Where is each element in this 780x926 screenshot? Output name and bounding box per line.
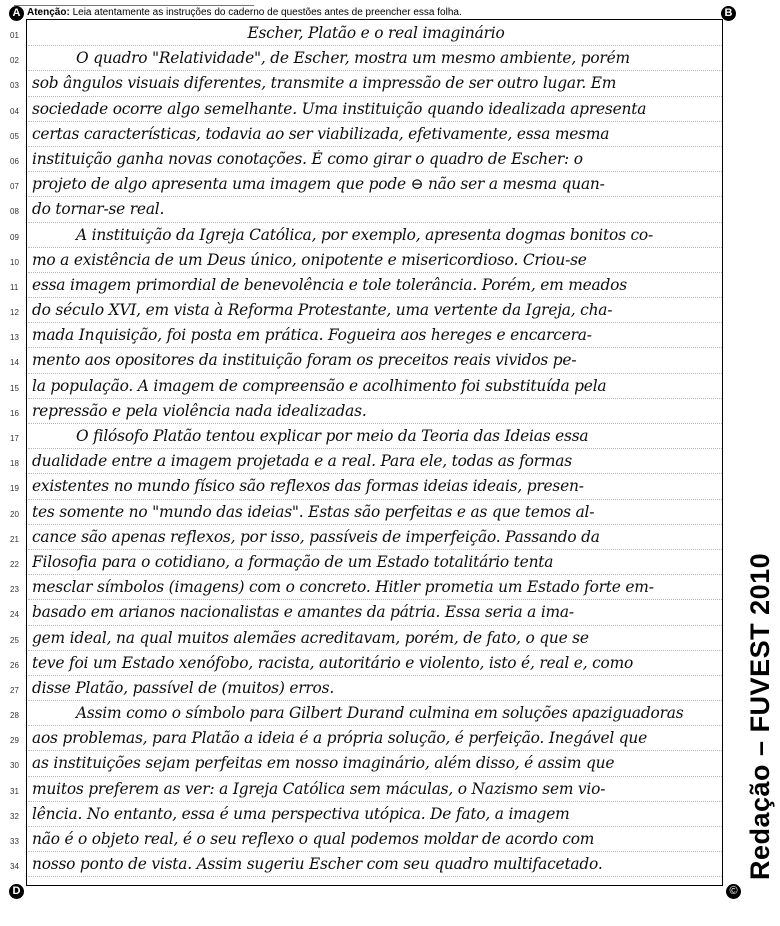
- essay-line: [0, 123, 780, 148]
- handwritten-text: tes somente no "mundo das ideias". Estas são perfeitas e as que temos al-: [32, 502, 595, 521]
- handwritten-text: mento aos opositores da instituição foram os preceitos reais vividos pe-: [32, 351, 577, 370]
- essay-line: [0, 148, 780, 173]
- line-number: 32: [10, 811, 19, 821]
- line-number: 11: [10, 282, 19, 292]
- essay-lines: [0, 22, 780, 878]
- handwritten-text: as instituições sejam perfeitas em nosso imaginário, além disso, é assim que: [32, 754, 615, 773]
- ruled-line: [28, 423, 722, 424]
- essay-line: [0, 501, 780, 526]
- line-number: 18: [10, 459, 19, 469]
- essay-line: [0, 752, 780, 777]
- essay-line: [0, 299, 780, 324]
- ruled-line: [28, 398, 722, 399]
- line-number: 01: [10, 31, 19, 40]
- ruled-line: [28, 272, 722, 273]
- ruled-line: [28, 776, 722, 777]
- essay-line: [0, 47, 780, 72]
- line-number: 21: [10, 534, 19, 544]
- ruled-line: [28, 625, 722, 626]
- essay-line: [0, 274, 780, 299]
- essay-line: [0, 551, 780, 576]
- essay-line: [0, 828, 780, 853]
- handwritten-text: lência. No entanto, essa é uma perspectiva utópica. De fato, a imagem: [32, 804, 570, 823]
- handwritten-text: O filósofo Platão tentou explicar por meio da Teoria das Ideias essa: [76, 427, 589, 445]
- line-number: 08: [10, 207, 19, 217]
- handwritten-text: essa imagem primordial de benevolência e tole tolerância. Porém, em meados: [32, 275, 627, 294]
- line-number: 22: [10, 559, 19, 569]
- line-number: 26: [10, 660, 19, 670]
- ruled-line: [28, 473, 722, 474]
- line-number: 09: [10, 232, 19, 242]
- handwritten-text: O quadro "Relatividade", de Escher, mostra um mesmo ambiente, porém: [76, 49, 630, 68]
- ruled-line: [28, 171, 722, 172]
- line-number: 14: [10, 358, 19, 368]
- handwritten-text: existentes no mundo físico são reflexos das formas ideias ideais, presen-: [32, 477, 584, 496]
- ruled-line: [28, 347, 722, 348]
- essay-line: [0, 98, 780, 123]
- line-number: 17: [10, 434, 19, 443]
- line-number: 06: [10, 156, 19, 166]
- ruled-line: [28, 322, 722, 323]
- line-number: 33: [10, 837, 19, 846]
- essay-line: [0, 72, 780, 97]
- line-number: 05: [10, 131, 19, 141]
- ruled-line: [28, 549, 722, 550]
- handwritten-text: mesclar símbolos (imagens) com o concreto. Hitler prometia um Estado forte em-: [32, 578, 654, 597]
- line-number: 13: [10, 333, 19, 343]
- handwritten-text: aos problemas, para Platão a ideia é a própria solução, é perfeição. Inegável que: [32, 729, 648, 748]
- essay-line: [0, 677, 780, 702]
- corner-marker-b: B: [721, 6, 736, 21]
- handwritten-text: não é o objeto real, é o seu reflexo o qual podemos moldar de acordo com: [32, 830, 595, 848]
- ruled-line: [28, 650, 722, 651]
- handwritten-text: repressão e pela violência nada idealizadas.: [32, 401, 367, 420]
- ruled-line: [28, 574, 722, 575]
- line-number: 28: [10, 711, 19, 721]
- handwritten-text: cance são apenas reflexos, por isso, passíveis de imperfeição. Passando da: [32, 527, 600, 546]
- essay-line: [0, 778, 780, 803]
- ruled-line: [28, 599, 722, 600]
- ruled-line: [28, 45, 722, 46]
- line-number: 27: [10, 685, 19, 695]
- essay-line: [0, 324, 780, 349]
- ruled-line: [28, 448, 722, 449]
- essay-line: [0, 450, 780, 475]
- handwritten-text: basado em arianos nacionalistas e amantes da pátria. Essa seria a ima-: [32, 603, 574, 622]
- line-number: 02: [10, 56, 19, 66]
- essay-line: [0, 727, 780, 752]
- essay-line: [0, 400, 780, 425]
- line-number: 16: [10, 408, 19, 418]
- handwritten-text: Filosofia para o cotidiano, a formação de um Estado totalitário tenta: [32, 552, 554, 571]
- handwritten-text: sob ângulos visuais diferentes, transmite a impressão de ser outro lugar. Em: [32, 74, 617, 93]
- line-number: 03: [10, 81, 19, 91]
- handwritten-text: gem ideal, na qual muitos alemães acreditavam, porém, de fato, o que se: [32, 628, 589, 647]
- form-header-strip: [14, 0, 254, 6]
- copyright-icon: ©: [726, 884, 741, 899]
- handwritten-text: instituição ganha novas conotações. É como girar o quadro de Escher: o: [32, 149, 583, 168]
- handwritten-text: mada Inquisição, foi posta em prática. Fogueira aos hereges e encarcera-: [32, 326, 592, 345]
- handwritten-text: muitos preferem as ver: a Igreja Católica sem máculas, o Nazismo sem vio-: [32, 779, 606, 798]
- handwritten-text: disse Platão, passível de (muitos) erros.: [32, 678, 335, 697]
- essay-line: [0, 601, 780, 626]
- handwritten-text: dualidade entre a imagem projetada e a real. Para ele, todas as formas: [32, 452, 572, 471]
- line-number: 25: [10, 635, 19, 645]
- essay-title: Escher, Platão e o real imaginário: [247, 24, 505, 42]
- line-number: 31: [10, 786, 19, 796]
- instruction-warning: [27, 7, 462, 18]
- corner-marker-d: D: [9, 884, 24, 899]
- essay-line: [0, 173, 780, 198]
- ruled-line: [28, 373, 722, 374]
- handwritten-text: teve foi um Estado xenófobo, racista, autoritário e violento, isto é, real e, como: [32, 653, 634, 672]
- ruled-line: [28, 750, 722, 751]
- ruled-line: [28, 96, 722, 97]
- essay-line: [0, 425, 780, 450]
- handwritten-text: mo a existência de um Deus único, onipotente e misericordioso. Criou-se: [32, 250, 587, 269]
- handwritten-text: A instituição da Igreja Católica, por exemplo, apresenta dogmas bonitos co-: [76, 225, 653, 244]
- line-number: 19: [10, 484, 19, 494]
- handwritten-text: do século XVI, em vista à Reforma Protestante, uma vertente da Igreja, cha-: [32, 301, 613, 320]
- line-number: 04: [10, 106, 19, 116]
- ruled-line: [28, 725, 722, 726]
- handwritten-text: Assim como o símbolo para Gilbert Durand culmina em soluções apaziguadoras: [76, 704, 684, 723]
- ruled-line: [28, 247, 722, 248]
- handwritten-text: sociedade ocorre algo semelhante. Uma instituição quando idealizada apresenta: [32, 99, 647, 118]
- essay-line: [0, 526, 780, 551]
- handwritten-text: do tornar-se real.: [32, 200, 165, 219]
- essay-line: [0, 224, 780, 249]
- ruled-line: [28, 851, 722, 852]
- line-number: 29: [10, 736, 19, 746]
- essay-line: [0, 198, 780, 223]
- essay-line: [0, 576, 780, 601]
- ruled-line: [28, 222, 722, 223]
- warning-text: Leia atentamente as instruções do caderno de questões antes de preencher essa folha.: [72, 7, 462, 18]
- line-number: 24: [10, 610, 19, 620]
- essay-line: [0, 475, 780, 500]
- line-number: 12: [10, 308, 19, 318]
- essay-line: [0, 249, 780, 274]
- essay-line: [0, 853, 780, 878]
- ruled-line: [28, 121, 722, 122]
- ruled-line: [28, 675, 722, 676]
- ruled-line: [28, 524, 722, 525]
- line-number: 23: [10, 585, 19, 595]
- handwritten-text: la população. A imagem de compreensão e acolhimento foi substituída pela: [32, 376, 607, 395]
- exam-side-label: Redação – FUVEST 2010: [745, 552, 775, 880]
- handwritten-text: certas características, todavia ao ser viabilizada, efetivamente, essa mesma: [32, 124, 610, 143]
- corner-marker-a: A: [9, 6, 24, 21]
- essay-line: [0, 349, 780, 374]
- line-number: 34: [10, 862, 19, 872]
- handwritten-text: projeto de algo apresenta uma imagem que pode ⊖ não ser a mesma quan-: [32, 175, 605, 194]
- essay-line: [0, 803, 780, 828]
- ruled-line: [28, 499, 722, 500]
- line-number: 07: [10, 182, 19, 192]
- warning-label: Atenção:: [27, 7, 70, 18]
- essay-line: [0, 627, 780, 652]
- ruled-line: [28, 700, 722, 701]
- line-number: 20: [10, 509, 19, 519]
- ruled-line: [28, 801, 722, 802]
- ruled-line: [28, 826, 722, 827]
- handwritten-text: nosso ponto de vista. Assim sugeriu Escher com seu quadro multifacetado.: [32, 855, 603, 874]
- ruled-line: [28, 297, 722, 298]
- essay-line: [0, 375, 780, 400]
- ruled-line: [28, 70, 722, 71]
- ruled-line: [28, 196, 722, 197]
- ruled-line: [28, 876, 722, 877]
- line-number: 10: [10, 257, 19, 267]
- line-number: 30: [10, 761, 19, 771]
- ruled-line: [28, 146, 722, 147]
- essay-line: [0, 702, 780, 727]
- essay-line: [0, 22, 780, 47]
- line-number: 15: [10, 383, 19, 393]
- essay-line: [0, 652, 780, 677]
